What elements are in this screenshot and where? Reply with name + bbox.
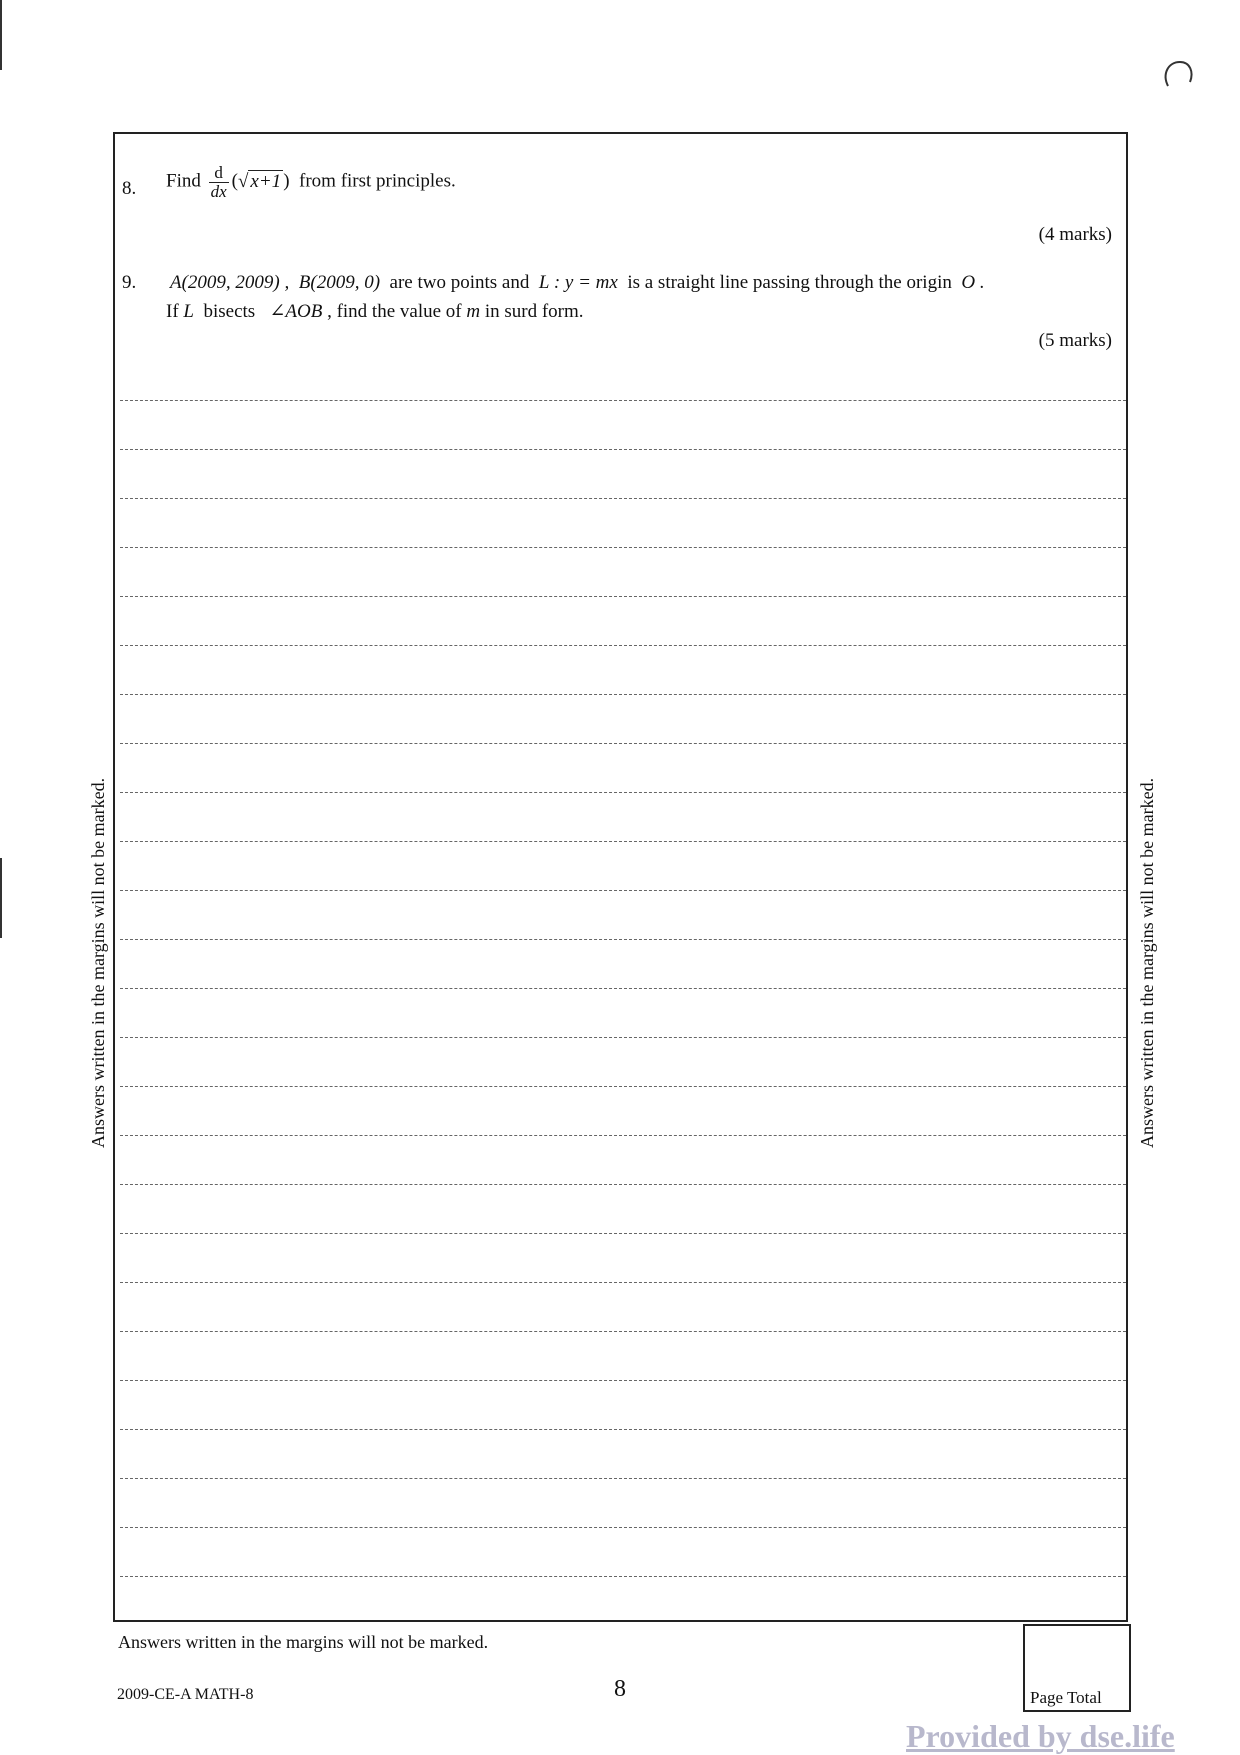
question-9-text-a: are two points and [389,272,530,293]
answer-line [120,498,1126,499]
watermark: Provided by dse.life [906,1718,1175,1754]
paper-code: 2009-CE-A MATH-8 [117,1686,254,1703]
scan-edge-top [0,0,2,70]
answer-line [120,988,1126,989]
point-a: A(2009, 2009) , [170,272,290,293]
angle-aob: ∠AOB [269,301,323,322]
question-9-text-b: is a straight line passing through the origin [627,272,952,293]
question-8-suffix: from first principles. [299,170,456,192]
question-9-marks: (5 marks) [1038,330,1112,351]
answer-line [120,743,1126,744]
question-8-prefix: Find [166,170,201,192]
answer-line [120,939,1126,940]
answer-line [120,1429,1126,1430]
answer-line [120,694,1126,695]
square-root: √ x+1 [237,170,282,192]
question-8-text [166,164,456,201]
answer-line [120,1478,1126,1479]
footer-note: Answers written in the margins will not be marked. [118,1632,489,1652]
scan-edge-mid [0,858,2,938]
answer-line [120,1331,1126,1332]
answer-line [120,792,1126,793]
derivative-denominator: dx [210,181,227,201]
question-9-line-2 [166,300,584,323]
answer-line [120,1135,1126,1136]
scan-mark-circle [1160,56,1200,96]
answer-line [120,1527,1126,1528]
answer-line [120,400,1126,401]
answer-line [120,890,1126,891]
line-label: L [183,301,194,322]
origin-label: O . [961,272,985,293]
question-8-number: 8. [122,178,137,199]
margin-note-left: Answers written in the margins will not be marked. [88,777,108,1148]
answer-line [120,1037,1126,1038]
question-9-text-c: If [166,301,179,322]
question-9-text-e: , find the value of [327,301,462,322]
answer-line [120,1380,1126,1381]
page-number: 8 [614,1676,626,1702]
answer-line [120,1282,1126,1283]
answer-line [120,1086,1126,1087]
question-9-text-d: bisects [203,301,256,322]
answer-line [120,547,1126,548]
answer-line [120,841,1126,842]
question-9-text-f: in surd form. [484,301,584,322]
derivative-operator [209,164,229,201]
question-9-number: 9. [122,272,137,293]
derivative-numerator: d [209,164,229,183]
answer-line [120,596,1126,597]
variable-m: m [466,301,481,322]
answer-line [120,1184,1126,1185]
answer-line [120,1576,1126,1577]
answer-frame [113,132,1128,1622]
question-8-marks: (4 marks) [1038,224,1112,245]
answer-line [120,449,1126,450]
question-9-line-1 [170,272,985,294]
answer-line [120,645,1126,646]
close-paren: ) [283,170,290,192]
radicand: x+1 [250,170,282,192]
line-equation: L : y = mx [538,272,618,293]
page-total-label: Page Total [1030,1688,1102,1707]
margin-note-right: Answers written in the margins will not be marked. [1137,777,1157,1148]
open-paren: ( [231,170,238,192]
point-b: B(2009, 0) [298,272,381,293]
answer-line [120,1233,1126,1234]
